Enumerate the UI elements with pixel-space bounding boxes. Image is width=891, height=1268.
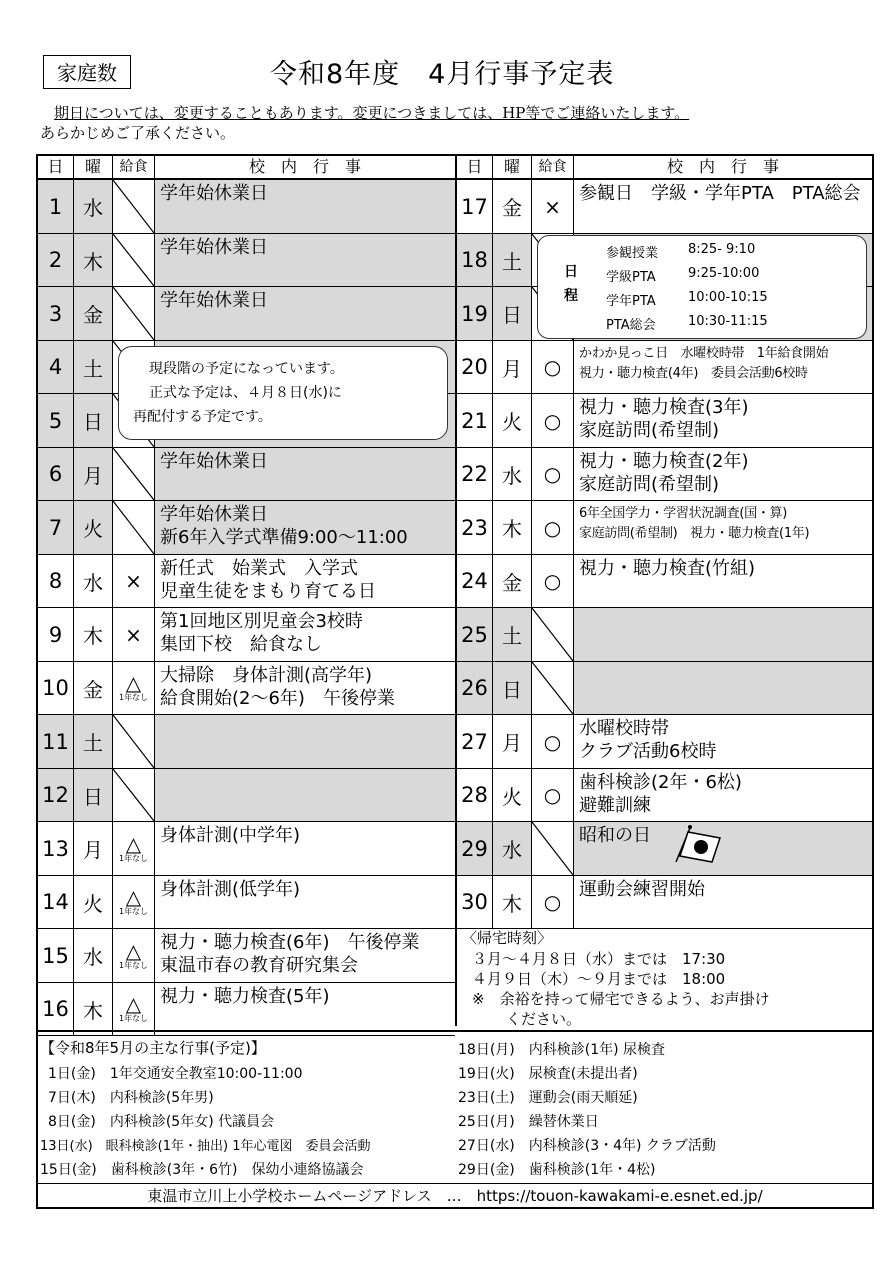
day-number: 13 [38,822,74,875]
table-row [38,555,455,608]
visit-day-schedule [537,235,867,339]
event-text: 避難訓練 [579,795,651,816]
return-time-line-3: ※ 余裕を持って帰宅できるよう、お声掛け [472,990,770,1008]
slash-mark [113,234,154,286]
meal-status [113,608,155,661]
header-meal: 給食 [113,156,155,178]
day-number: 28 [457,769,493,821]
event-text: 視力・聴力検査(2年) [579,451,749,472]
notice-line-1: 期日については、変更することもあります。変更につきましては、HP等でご連絡いたします。 [54,104,690,122]
may-events-title: 【令和8年5月の主な行事(予定)】 [40,1039,266,1057]
schedule-label-2: 程 [564,288,578,304]
event-cell [155,983,455,1035]
event-cell [155,715,455,768]
bubble-line-3: 再配付する予定です。 [133,409,272,425]
table-row [38,448,455,501]
schedule-item-name: PTA総会 [606,318,656,333]
school-homepage-address: 東温市立川上小学校ホームページアドレス … https://touon-kawakami-e.esnet.ed.jp/ [147,1187,763,1205]
day-number: 26 [457,662,493,714]
may-event-left: 13日(水) 眼科検診(1年・抽出) 1年心電図 委員会活動 [40,1139,371,1154]
schedule-label-1: 日 [564,264,578,280]
meal-mark: ○ [543,729,562,754]
day-number: 24 [457,555,493,607]
return-time-line-4: ください。 [506,1010,582,1028]
event-cell [574,876,872,928]
header-day: 日 [38,156,74,178]
table-row [457,448,872,501]
meal-mark: × [125,569,142,593]
table-row [457,876,872,929]
event-text: 視力・聴力検査(6年) 午後停業 [160,932,420,953]
table-row [457,662,872,715]
event-text: 学年始休業日 [160,183,268,204]
meal-mark: ○ [543,408,562,433]
weekday: 火 [74,876,113,928]
day-number: 2 [38,234,74,286]
meal-status [113,929,155,982]
meal-status [113,662,155,714]
may-event-left: 7日(木) 内科検診(5年男) [48,1090,214,1106]
event-cell [574,394,872,447]
event-text: 東温市春の教育研究集会 [160,955,358,976]
schedule-label [562,260,580,308]
weekday: 金 [493,180,532,233]
table-row [457,715,872,769]
event-text: 歯科検診(2年・6松) [579,772,742,793]
schedule-item-time: 10:30-11:15 [688,314,768,329]
table-row [457,394,872,448]
meal-mark: ○ [543,355,562,379]
meal-mark: ○ [543,890,562,914]
meal-note: 1年なし [118,960,149,970]
event-text: 学年始休業日 [160,237,268,258]
event-cell [574,608,872,661]
event-cell [155,876,455,928]
event-cell [155,769,455,821]
event-text: 昭和の日 [579,825,651,846]
table-row [38,929,455,983]
event-cell [155,501,455,554]
may-event-right: 23日(土) 運動会(雨天順延) [458,1090,638,1106]
event-cell [574,180,872,233]
day-number: 25 [457,608,493,661]
weekday: 日 [74,769,113,821]
schedule-item-name: 学級PTA [606,270,656,285]
day-number: 29 [457,822,493,875]
weekday: 木 [74,983,113,1035]
day-number: 27 [457,715,493,768]
meal-mark: ○ [543,515,562,540]
meal-note: 1年なし [118,853,149,863]
return-time-line-1: ３月～４月８日（水）までは 17:30 [472,950,726,968]
table-header-right [457,156,872,180]
no-meal-slash [113,448,155,500]
table-row [38,876,455,929]
day-number: 10 [38,662,74,714]
event-text: 新6年入学式準備9:00～11:00 [160,527,408,548]
weekday: 木 [493,501,532,554]
weekday: 土 [493,608,532,661]
schedule-item-name: 学年PTA [606,294,656,309]
header-weekday: 曜 [493,156,532,178]
event-text: 運動会練習開始 [579,879,705,900]
event-text: 参観日 学級・学年PTA PTA総会 [579,183,861,204]
schedule-item-time: 8:25- 9:10 [688,242,756,257]
schedule-item-time: 10:00-10:15 [688,290,768,305]
day-number: 16 [38,983,74,1035]
slash-mark [113,715,154,768]
event-cell [155,234,455,286]
meal-status [532,876,574,928]
day-number: 22 [457,448,493,500]
weekday: 土 [493,234,532,286]
event-text: 家庭訪問(希望制) [579,420,720,441]
event-text: 身体計測(中学年) [160,825,301,846]
table-row [457,180,872,234]
event-cell [574,555,872,607]
weekday: 水 [493,822,532,875]
event-text: 学年始休業日 [160,504,268,525]
url-divider [36,1183,874,1184]
may-event-right: 18日(月) 内科検診(1年) 尿検査 [458,1042,666,1058]
notice-bubble [118,346,448,440]
event-cell [574,662,872,714]
event-cell [574,715,872,768]
header-events: 校 内 行 事 [666,157,779,176]
day-number: 15 [38,929,74,982]
weekday: 火 [74,501,113,554]
weekday: 金 [74,287,113,340]
meal-status [532,501,574,554]
day-number: 9 [38,608,74,661]
header-events: 校 内 行 事 [248,157,361,176]
table-row [457,501,872,555]
table-row [38,287,455,341]
schedule-item-time: 9:25-10:00 [688,266,760,281]
meal-status [532,341,574,393]
event-text: 集団下校 給食なし [160,634,322,655]
day-number: 7 [38,501,74,554]
weekday: 日 [74,394,113,447]
weekday: 金 [74,662,113,714]
event-cell [155,287,455,340]
table-row [38,608,455,662]
event-text: 給食開始(2～6年) 午後停業 [160,688,395,709]
event-text: 学年始休業日 [160,451,268,472]
meal-mark: ○ [543,462,562,486]
slash-mark [113,769,154,821]
no-meal-slash [113,287,155,340]
day-number: 23 [457,501,493,554]
meal-status [532,394,574,447]
meal-note: 1年なし [118,907,149,916]
column-divider [455,156,457,1026]
weekday: 水 [74,929,113,982]
meal-status [113,555,155,607]
table-row [457,769,872,822]
day-number: 4 [38,341,74,393]
may-event-right: 29日(金) 歯科検診(1年・4松) [458,1162,656,1178]
table-header-left [38,156,455,180]
weekday: 木 [493,876,532,928]
slash-mark [113,501,154,554]
meal-mark: △ [125,938,142,963]
bottom-divider [36,1030,874,1032]
meal-status [113,822,155,875]
header-day: 日 [457,156,493,178]
meal-status [532,180,574,233]
event-text: 身体計測(低学年) [160,879,301,900]
return-time-line-2: ４月９日（木）～９月までは 18:00 [472,970,726,988]
event-text: 児童生徒をまもり育てる日 [160,581,376,602]
day-number: 17 [457,180,493,233]
meal-mark: △ [125,885,142,909]
event-text: かわか見っこ日 水曜校時帯 1年給食開始 [579,346,829,361]
table-row [457,608,872,662]
table-row [38,822,455,876]
event-text: 家庭訪問(希望制) [579,474,720,495]
no-meal-slash [532,662,574,714]
event-cell [574,341,872,393]
no-meal-slash [113,715,155,768]
slash-mark [532,608,573,661]
weekday: 月 [74,822,113,875]
table-row [457,341,872,394]
weekday: 金 [493,555,532,607]
event-text: 視力・聴力検査(4年) 委員会活動6校時 [579,366,808,381]
event-cell [155,929,455,982]
may-event-left: 8日(金) 内科検診(5年女) 代議員会 [48,1114,275,1130]
notice-line-2: あらかじめご了承ください。 [40,124,236,142]
bubble-line-1: 現段階の予定になっています。 [149,361,344,377]
may-event-right: 27日(水) 内科検診(3・4年) クラブ活動 [458,1138,716,1154]
page-title: 令和8年度 4月行事予定表 [270,59,615,90]
bubble-line-2: 正式な予定は、４月８日(水)に [149,385,342,401]
no-meal-slash [532,608,574,661]
slash-mark [113,448,154,500]
weekday: 月 [74,448,113,500]
slash-mark [532,822,573,875]
header-weekday: 曜 [74,156,113,178]
no-meal-slash [532,822,574,875]
may-event-left: 15日(金) 歯科検診(3年・6竹) 保幼小連絡協議会 [40,1162,364,1178]
meal-status [113,876,155,928]
no-meal-slash [113,234,155,286]
weekday: 月 [493,715,532,768]
no-meal-slash [113,180,155,233]
weekday: 土 [74,341,113,393]
weekday: 日 [493,287,532,340]
table-row [38,715,455,769]
event-text: 視力・聴力検査(竹組) [579,558,756,579]
meal-status [113,983,155,1035]
event-cell [155,662,455,714]
weekday: 月 [493,341,532,393]
slash-mark [113,180,154,233]
meal-status [532,715,574,768]
day-number: 20 [457,341,493,393]
header-meal: 給食 [532,156,574,178]
table-row [38,662,455,715]
weekday: 水 [74,180,113,233]
day-number: 14 [38,876,74,928]
event-text: 学年始休業日 [160,290,268,311]
event-text: 大掃除 身体計測(高学年) [160,665,373,686]
event-cell [155,608,455,661]
event-cell [155,555,455,607]
event-text: 新任式 始業式 入学式 [160,558,358,579]
meal-mark: × [544,194,561,219]
day-number: 12 [38,769,74,821]
weekday: 土 [74,715,113,768]
weekday: 木 [74,608,113,661]
table-row [457,555,872,608]
slash-mark [532,662,573,714]
table-row [38,234,455,287]
table-row [38,180,455,234]
table-row [38,501,455,555]
day-number: 19 [457,287,493,340]
return-time-title: 〈帰宅時刻〉 [462,929,553,947]
meal-mark: △ [125,671,142,695]
meal-status [532,448,574,500]
event-cell [574,501,872,554]
document-tag: 家庭数 [43,55,131,89]
slash-mark [113,287,154,340]
schedule-item-name: 参観授業 [606,246,659,261]
day-number: 3 [38,287,74,340]
weekday: 日 [493,662,532,714]
table-row [457,822,872,876]
event-text: 水曜校時帯 [579,718,669,739]
weekday: 火 [493,394,532,447]
event-cell [574,769,872,821]
event-text: 6年全国学力・学習状況調査(国・算) [579,506,788,521]
may-event-right: 19日(火) 尿検査(未提出者) [458,1066,638,1082]
event-text: クラブ活動6校時 [579,741,717,762]
day-number: 6 [38,448,74,500]
meal-mark: ○ [543,569,562,593]
event-text: 家庭訪問(希望制) 視力・聴力検査(1年) [579,526,810,541]
weekday: 木 [74,234,113,286]
table-row [38,769,455,822]
meal-status [532,555,574,607]
day-number: 30 [457,876,493,928]
day-number: 11 [38,715,74,768]
meal-note: 1年なし [118,1014,149,1023]
no-meal-slash [113,769,155,821]
meal-note: 1年なし [118,693,149,702]
meal-mark: ○ [543,783,562,807]
day-number: 5 [38,394,74,447]
meal-mark: × [125,622,142,647]
meal-mark: △ [125,992,142,1016]
event-cell [155,448,455,500]
table-row [38,983,455,1036]
event-text: 視力・聴力検査(3年) [579,397,749,418]
day-number: 21 [457,394,493,447]
day-number: 1 [38,180,74,233]
flag-icon [672,822,726,864]
event-cell [155,822,455,875]
weekday: 水 [493,448,532,500]
event-text: 視力・聴力検査(5年) [160,986,330,1007]
no-meal-slash [113,501,155,554]
weekday: 水 [74,555,113,607]
day-number: 8 [38,555,74,607]
may-event-right: 25日(月) 繰替休業日 [458,1114,599,1130]
may-event-left: 1日(金) 1年交通安全教室10:00-11:00 [48,1066,303,1082]
event-text: 第1回地区別児童会3校時 [160,611,363,632]
day-number: 18 [457,234,493,286]
weekday: 火 [493,769,532,821]
meal-status [532,769,574,821]
meal-mark: △ [125,831,142,856]
event-cell [155,180,455,233]
event-cell [574,448,872,500]
